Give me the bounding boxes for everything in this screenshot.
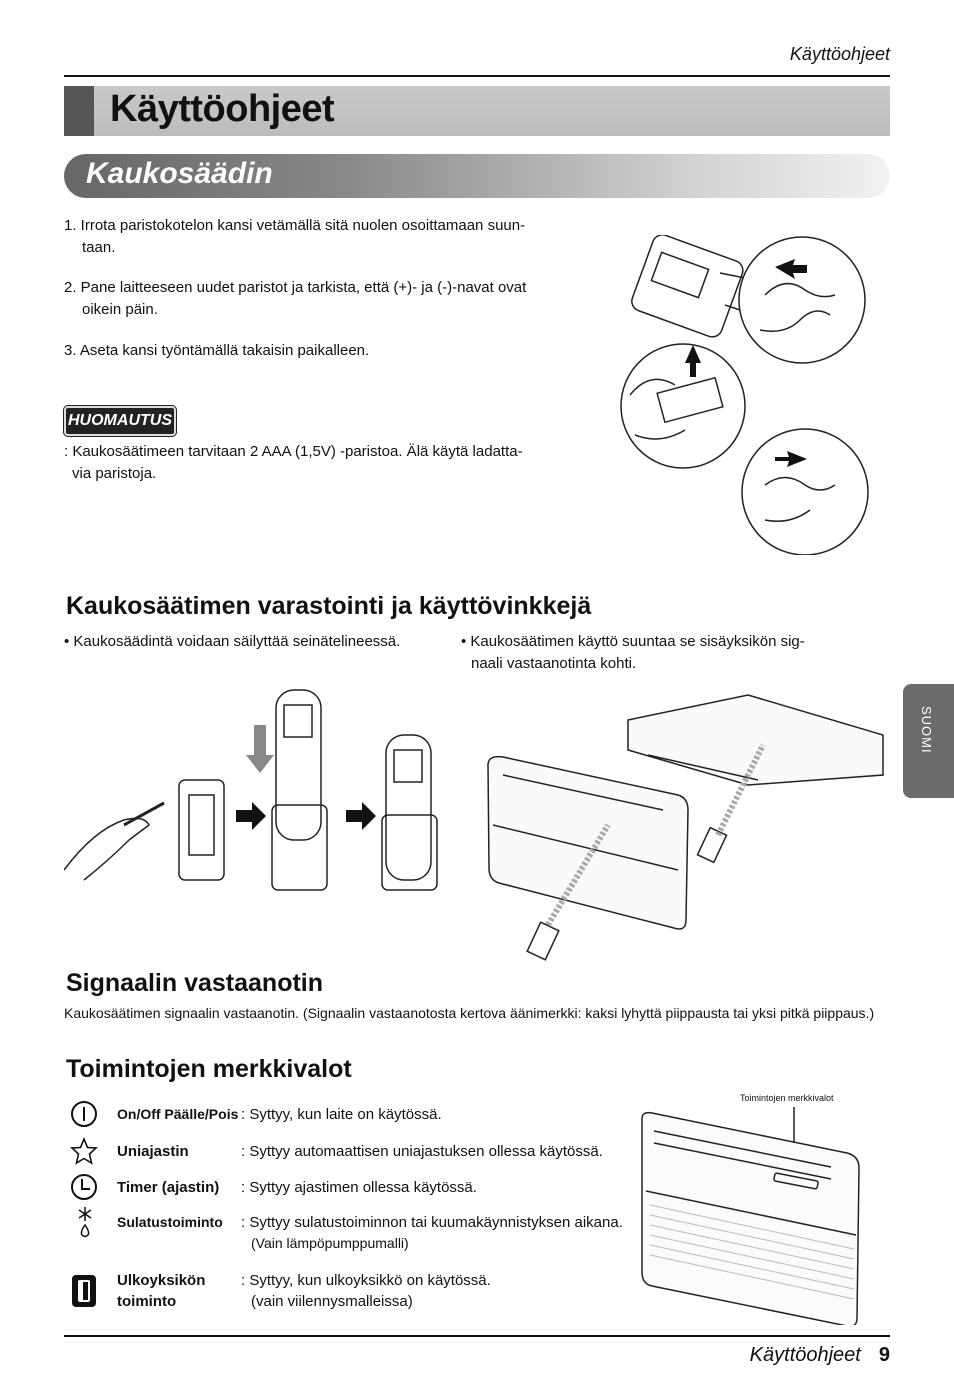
language-side-tab: SUOMI — [903, 684, 954, 798]
indicator-label-sleep: Uniajastin — [117, 1143, 189, 1160]
step-1: 1. Irrota paristokotelon kansi vetämällä sitä nuolen osoittamaan suun- taan. — [64, 217, 526, 256]
receiver-heading: Signaalin vastaanotin — [66, 969, 324, 997]
indicator-desc-timer: : Syttyy ajastimen ollessa käytössä. — [241, 1179, 477, 1196]
power-icon — [70, 1100, 98, 1128]
indicators-heading: Toimintojen merkkivalot — [66, 1055, 352, 1083]
indoor-units-illustration — [478, 685, 888, 965]
storage-tip-2: • Kaukosäätimen käyttö suuntaa se sisäyksikön sig- naali vastaanotinta kohti. — [461, 633, 805, 672]
indicator-desc-outdoor: : Syttyy, kun ulkoyksikkö on käytössä. (vain viilennysmalleissa) — [241, 1272, 491, 1310]
indicator-label-timer: Timer (ajastin) — [117, 1179, 220, 1196]
page-number: 9 — [878, 1344, 890, 1366]
section-title: Kaukosäädin — [86, 157, 273, 190]
indicator-unit-illustration — [636, 1105, 866, 1325]
title-block — [64, 86, 94, 136]
storage-heading: Kaukosäätimen varastointi ja käyttövinkkejä — [66, 592, 592, 620]
subtitle-bar — [64, 154, 890, 198]
star-icon — [70, 1137, 98, 1165]
step-2: 2. Pane laitteeseen uudet paristot ja tarkista, että (+)- ja (-)-navat ovat oikein päin. — [64, 279, 527, 318]
battery-replacement-illustration — [615, 235, 875, 555]
indicator-label-defrost: Sulatustoiminto — [117, 1214, 223, 1230]
indicator-label-onoff: On/Off Päälle/Pois — [117, 1106, 239, 1122]
step-3: 3. Aseta kansi työntämällä takaisin paikalleen. — [64, 342, 370, 359]
note-badge: HUOMAUTUS — [64, 406, 176, 436]
receiver-text: Kaukosäätimen signaalin vastaanotin. (Signaalin vastaanotosta kertova äänimerkki: kaksi lyhyttä piippausta tai yksi pitkä piippaus.) — [64, 1005, 875, 1021]
remote-holder-illustration — [64, 685, 454, 900]
footer: Käyttöohjeet 9 — [749, 1344, 890, 1366]
outdoor-unit-icon — [70, 1273, 98, 1309]
indicator-desc-onoff: : Syttyy, kun laite on käytössä. — [241, 1106, 442, 1123]
clock-icon — [70, 1173, 98, 1201]
indicator-desc-sleep: : Syttyy automaattisen uniajastuksen ollessa käytössä. — [241, 1143, 603, 1160]
indicator-desc-defrost: : Syttyy sulatustoiminnon tai kuumakäynnistyksen aikana. (Vain lämpöpumppumalli) — [241, 1214, 623, 1251]
storage-tip-1: • Kaukosäädintä voidaan säilyttää seinätelineessä. — [64, 633, 401, 650]
title-bar — [64, 86, 890, 136]
defrost-icon — [74, 1205, 96, 1239]
footer-rule — [64, 1335, 890, 1337]
indicator-diagram-label: Toimintojen merkkivalot — [740, 1093, 834, 1103]
note-text: : Kaukosäätimeen tarvitaan 2 AAA (1,5V) -paristoa. Älä käytä ladatta- via paristoja. — [64, 443, 523, 482]
running-header: Käyttöohjeet — [789, 44, 890, 64]
header-rule — [64, 75, 890, 77]
indicator-label-outdoor: Ulkoyksikön toiminto — [117, 1272, 206, 1310]
page-title: Käyttöohjeet — [110, 88, 335, 130]
